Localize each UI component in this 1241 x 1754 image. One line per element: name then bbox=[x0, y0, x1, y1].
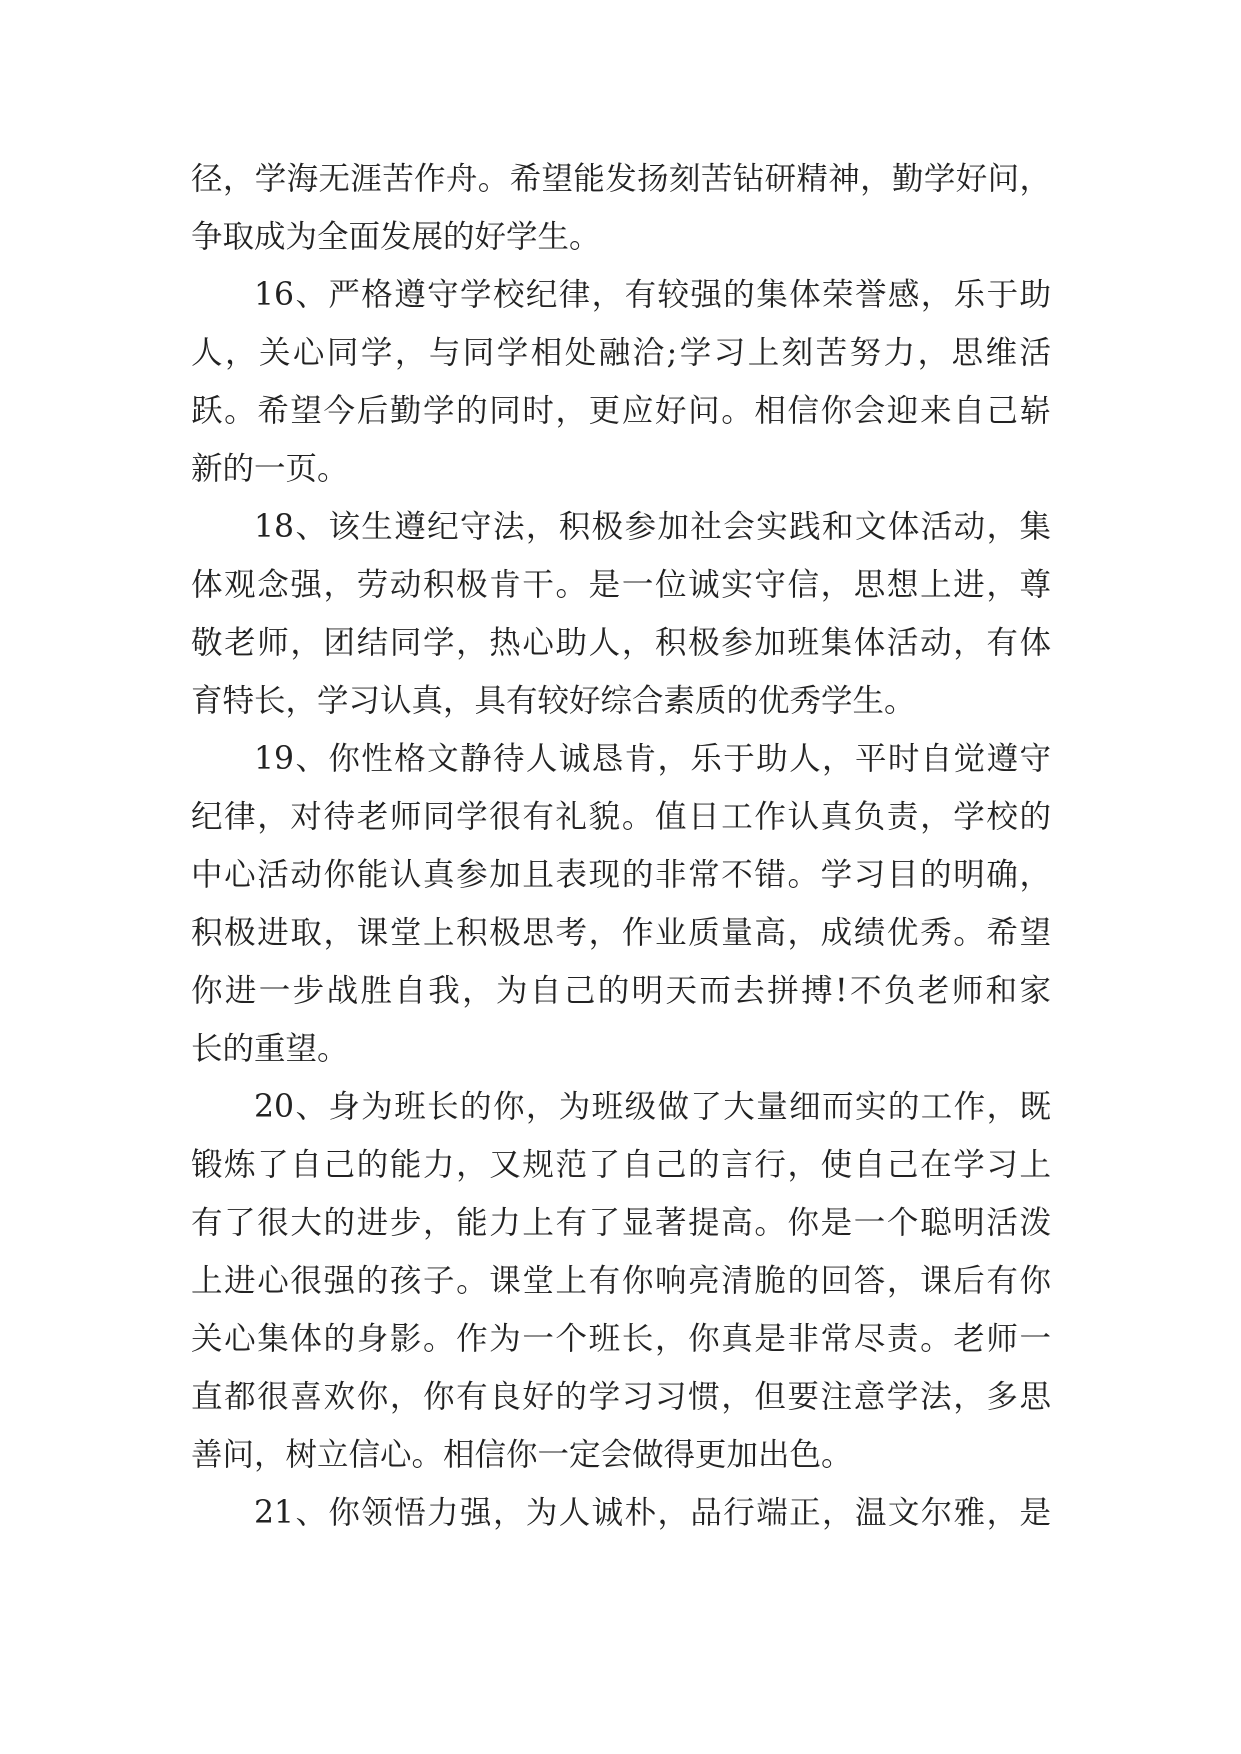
text-line: 敬老师，团结同学，热心助人，积极参加班集体活动，有体 bbox=[191, 625, 1051, 661]
document-body bbox=[191, 150, 1051, 1542]
paragraph-start-line: 21、你领悟力强，为人诚朴，品行端正，温文尔雅，是 bbox=[254, 1495, 1051, 1531]
text-line: 争取成为全面发展的好学生。 bbox=[191, 219, 601, 255]
text-line: 关心集体的身影。作为一个班长，你真是非常尽责。老师一 bbox=[191, 1321, 1051, 1357]
text-line: 中心活动你能认真参加且表现的非常不错。学习目的明确， bbox=[191, 857, 1051, 893]
text-line: 人，关心同学，与同学相处融洽;学习上刻苦努力，思维活 bbox=[191, 335, 1051, 371]
paragraph-start-line: 18、该生遵纪守法，积极参加社会实践和文体活动，集 bbox=[254, 509, 1051, 545]
paragraph-start-line: 19、你性格文静待人诚恳肯，乐于助人，平时自觉遵守 bbox=[254, 741, 1051, 777]
text-line: 长的重望。 bbox=[191, 1031, 349, 1067]
text-line: 有了很大的进步，能力上有了显著提高。你是一个聪明活泼 bbox=[191, 1205, 1051, 1241]
text-line: 径，学海无涯苦作舟。希望能发扬刻苦钻研精神，勤学好问， bbox=[191, 161, 1051, 197]
text-line: 新的一页。 bbox=[191, 451, 349, 487]
text-line: 积极进取，课堂上积极思考，作业质量高，成绩优秀。希望 bbox=[191, 915, 1051, 951]
text-line: 体观念强，劳动积极肯干。是一位诚实守信，思想上进，尊 bbox=[191, 567, 1051, 603]
text-line: 跃。希望今后勤学的同时，更应好问。相信你会迎来自己崭 bbox=[191, 393, 1051, 429]
text-line: 直都很喜欢你，你有良好的学习习惯，但要注意学法，多思 bbox=[191, 1379, 1051, 1415]
text-line: 你进一步战胜自我，为自己的明天而去拼搏!不负老师和家 bbox=[191, 973, 1051, 1009]
text-line: 锻炼了自己的能力，又规范了自己的言行，使自己在学习上 bbox=[191, 1147, 1051, 1183]
text-line: 上进心很强的孩子。课堂上有你响亮清脆的回答，课后有你 bbox=[191, 1263, 1051, 1299]
paragraph-start-line: 16、严格遵守学校纪律，有较强的集体荣誉感，乐于助 bbox=[254, 277, 1051, 313]
text-line: 善问，树立信心。相信你一定会做得更加出色。 bbox=[191, 1437, 853, 1473]
paragraph-start-line: 20、身为班长的你，为班级做了大量细而实的工作，既 bbox=[254, 1089, 1051, 1125]
text-line: 纪律，对待老师同学很有礼貌。值日工作认真负责，学校的 bbox=[191, 799, 1051, 835]
text-line: 育特长，学习认真，具有较好综合素质的优秀学生。 bbox=[191, 683, 916, 719]
